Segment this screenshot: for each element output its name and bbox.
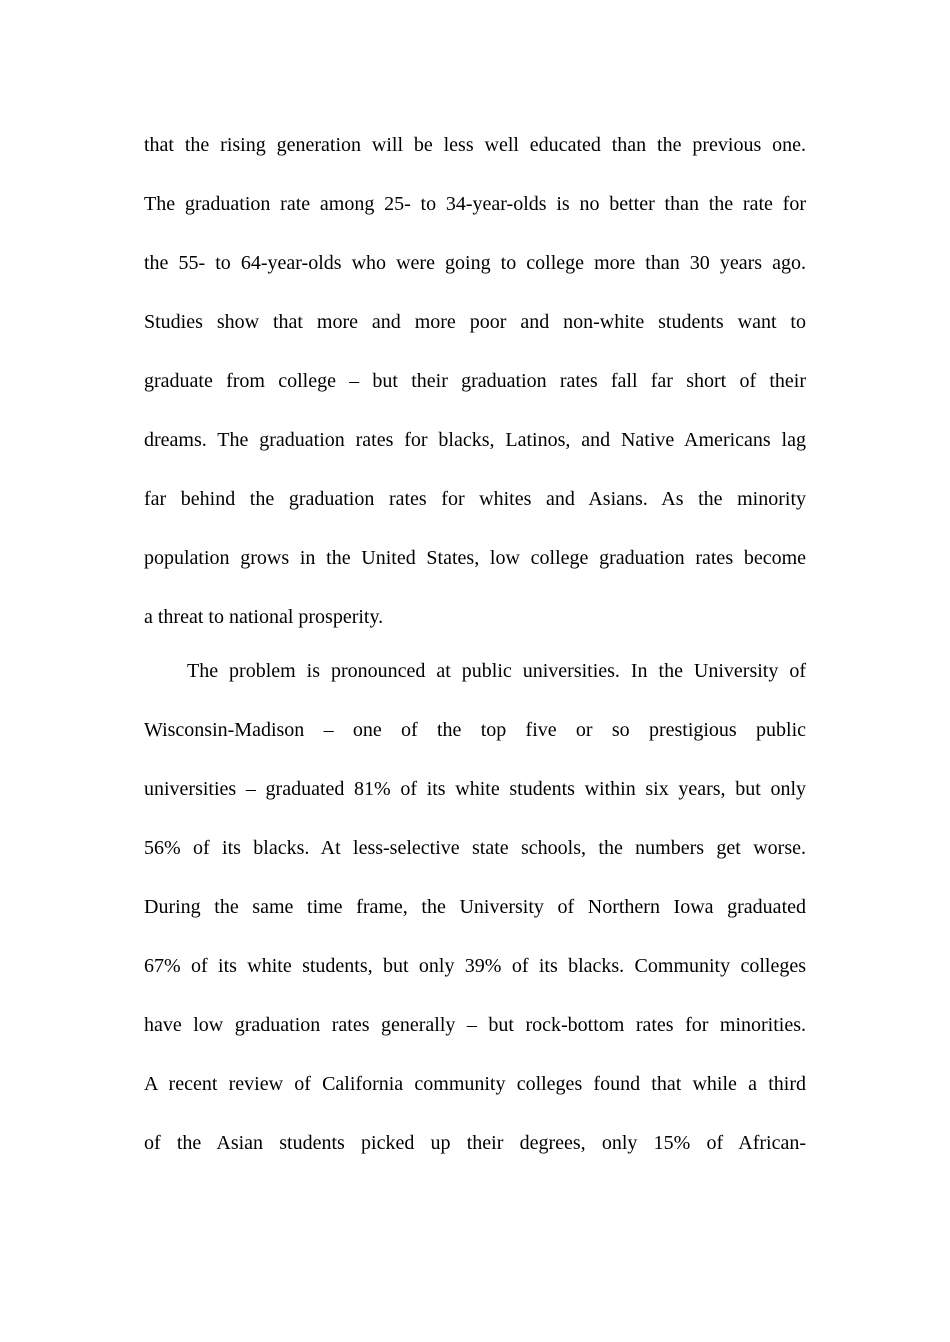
text-line: During the same time frame, the University of Northern Iowa graduated	[144, 896, 806, 918]
text-line: A recent review of California community colleges found that while a third	[144, 1073, 806, 1095]
text-line: Studies show that more and more poor and non-white students want to	[144, 311, 806, 333]
text-line: graduate from college – but their graduation rates fall far short of their	[144, 370, 806, 392]
text-line: dreams. The graduation rates for blacks, Latinos, and Native Americans lag	[144, 429, 806, 451]
text-line: universities – graduated 81% of its white students within six years, but only	[144, 778, 806, 800]
text-line: far behind the graduation rates for whites and Asians. As the minority	[144, 488, 806, 510]
text-line: have low graduation rates generally – but rock-bottom rates for minorities.	[144, 1014, 806, 1036]
text-line: a threat to national prosperity.	[144, 606, 384, 628]
text-line: that the rising generation will be less well educated than the previous one.	[144, 134, 806, 156]
text-line: 67% of its white students, but only 39% of its blacks. Community colleges	[144, 955, 806, 977]
text-line: 56% of its blacks. At less-selective state schools, the numbers get worse.	[144, 837, 806, 859]
text-line: The graduation rate among 25- to 34-year-olds is no better than the rate for	[144, 193, 806, 215]
text-line: The problem is pronounced at public universities. In the University of	[187, 660, 806, 682]
text-line: of the Asian students picked up their degrees, only 15% of African-	[144, 1132, 806, 1154]
text-line: Wisconsin-Madison – one of the top five or so prestigious public	[144, 719, 806, 741]
text-line: population grows in the United States, low college graduation rates become	[144, 547, 806, 569]
text-line: the 55- to 64-year-olds who were going to college more than 30 years ago.	[144, 252, 806, 274]
